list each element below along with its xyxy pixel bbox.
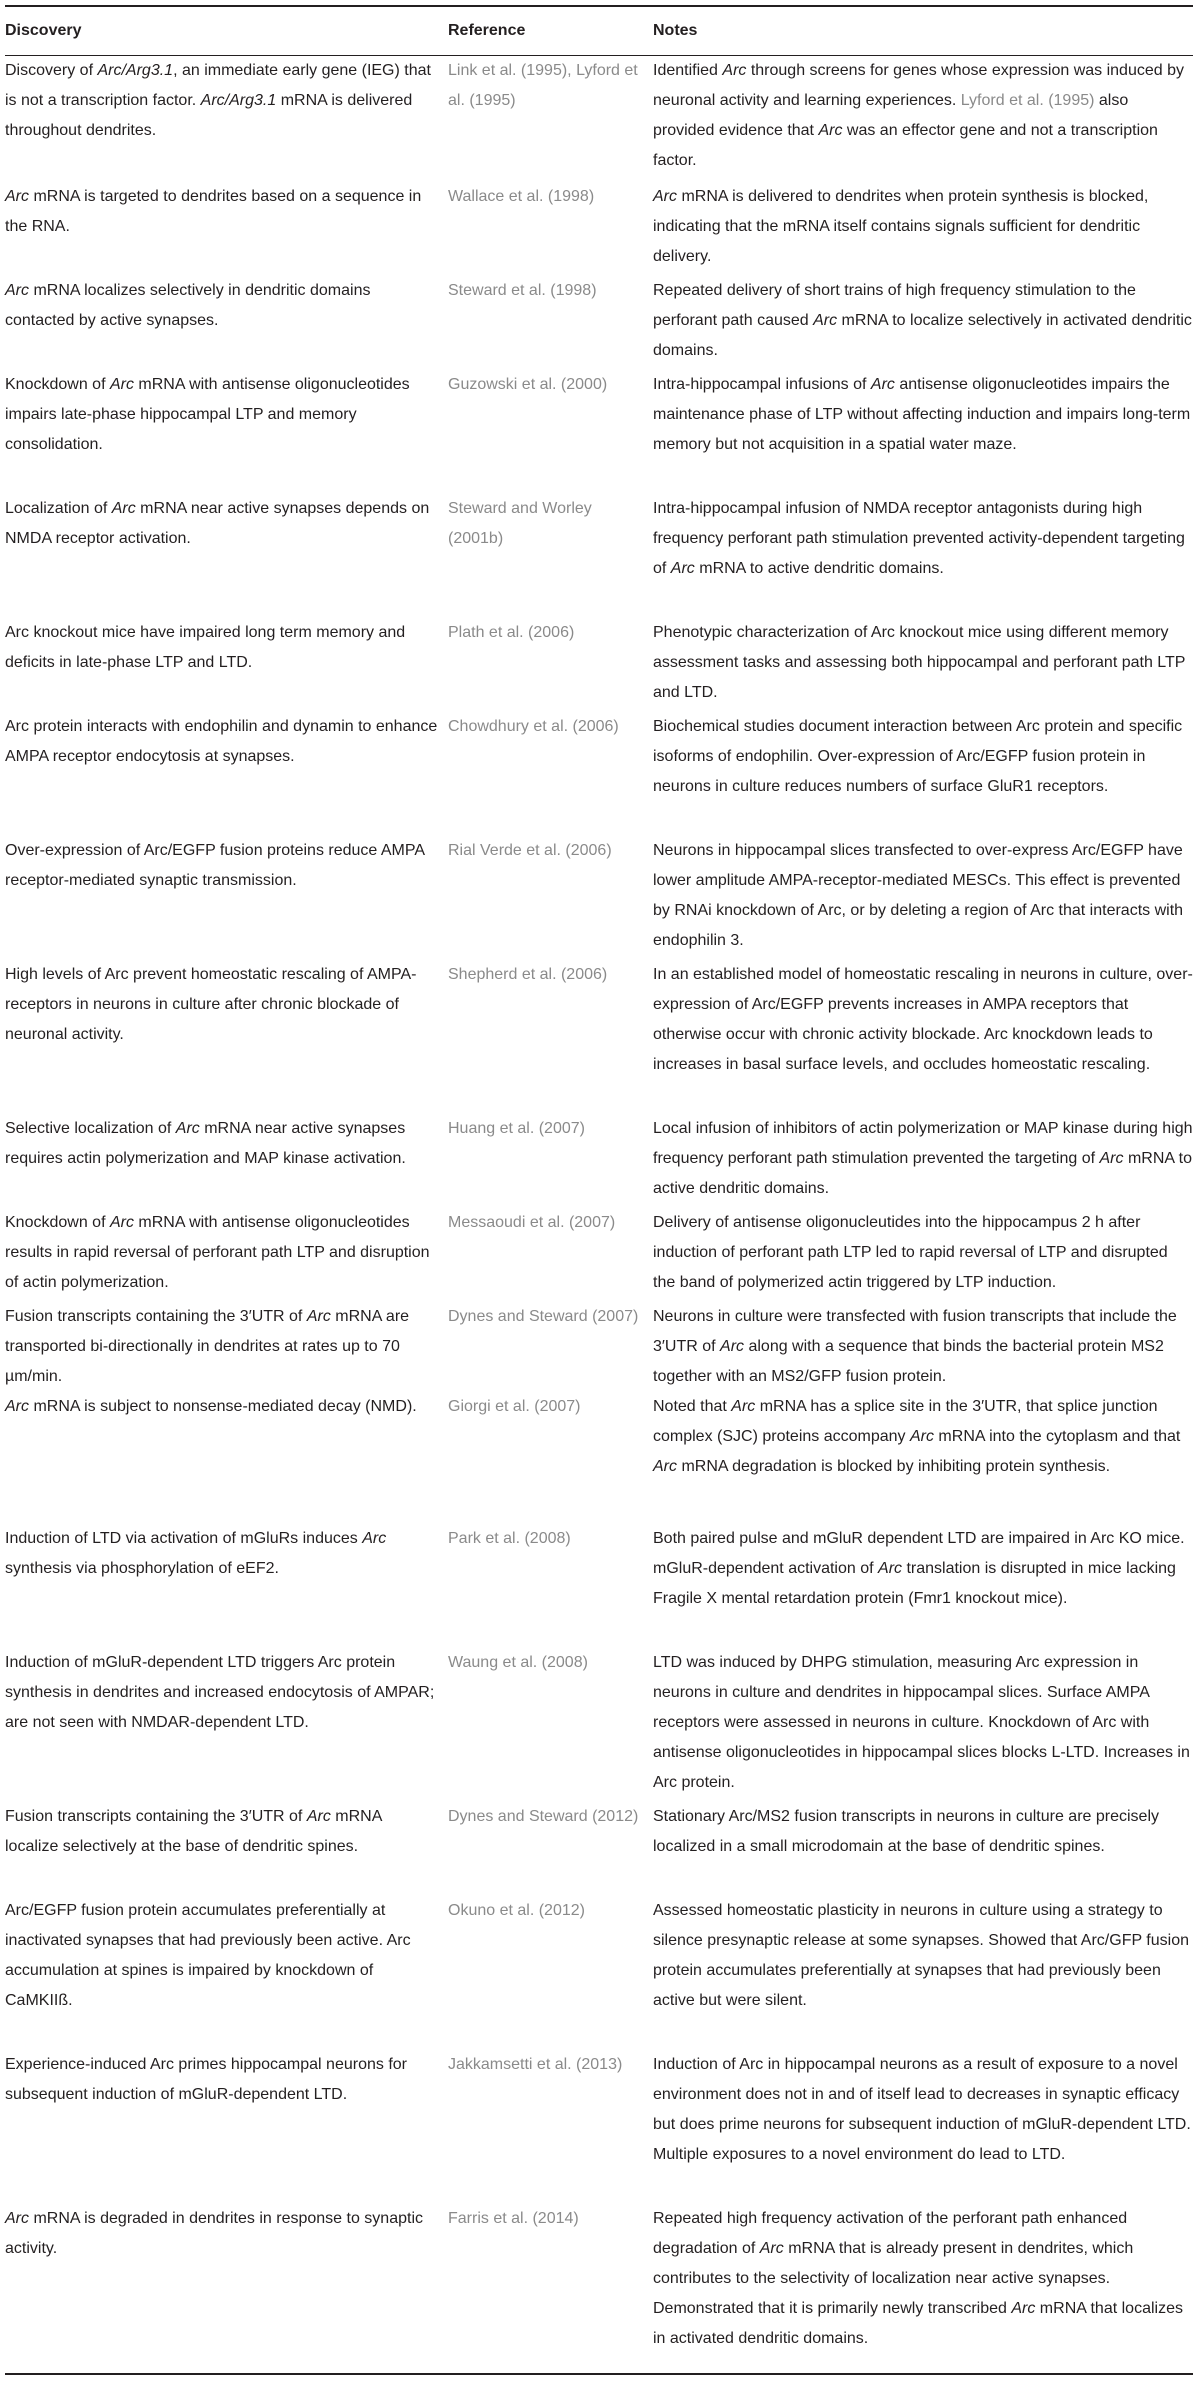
reference-cell [448,1648,653,1802]
text-segment: Arc [1011,2299,1036,2317]
text-segment: mRNA to active dendritic domains. [694,559,944,577]
discovery-text [5,1896,448,2016]
header-notes: Notes [653,6,1193,56]
notes-text [653,2050,1193,2170]
table-body [5,56,1193,2374]
text-segment: In an established model of homeostatic rescaling in neurons in culture, over-expression of Arc/EGFP prevents increases in AMPA receptors that otherwise occur with chronic activity blockade. Arc knockdown leads to increases in basal surface levels, and occludes homeostatic rescaling. [653,965,1193,1073]
notes-text [653,370,1193,460]
notes-text [653,1302,1193,1392]
notes-text [653,1208,1193,1298]
text-segment: was an effector gene and not a transcription factor. [653,122,1158,169]
text-segment: Arc [653,187,677,205]
text-segment: Neurons in hippocampal slices transfected to over-express Arc/EGFP have lower amplitude AMPA-receptor-mediated MESCs. This effect is prevented by RNAi knockdown of Arc, or by deleting a region of Arc that interacts with endophilin 3. [653,841,1184,949]
text-segment: Arc [175,1119,200,1137]
discovery-text [5,1208,448,1298]
discovery-text [5,370,448,460]
discovery-text [5,1392,448,1422]
discovery-text [5,494,448,554]
notes-text [653,494,1193,584]
text-segment: Arc [870,375,895,393]
notes-cell [653,1302,1193,1392]
text-segment: Arc [109,375,134,393]
text-segment: mRNA that is already present in dendrites, which contributes to the selectivity of localization near active synapses. Demonstrated that it is primarily newly transcribed [653,2239,1134,2317]
text-segment: Arc [111,499,136,517]
reference-link[interactable]: Shepherd et al. (2006) [448,965,608,983]
text-segment: antisense oligonucleotides impairs the maintenance phase of LTP without affecting induction and impairs long-term memory but not acquisition in a spatial water maze. [653,375,1191,453]
text-segment: mRNA is subject to nonsense-mediated decay (NMD). [29,1397,417,1415]
discovery-text [5,2050,448,2110]
discovery-cell [5,56,448,182]
discovery-cell [5,494,448,618]
header-row [5,6,1193,56]
text-segment: Assessed homeostatic plasticity in neurons in culture using a strategy to silence presynaptic release at some synapses. Showed that Arc/GFP fusion protein accumulates preferentially at synapses that had previously been active but were silent. [653,1901,1189,2009]
text-segment: Induction of LTD via activation of mGluRs induces [5,1529,363,1547]
reference-cell [448,494,653,618]
text-segment: mRNA localize selectively at the base of dendritic spines. [5,1807,382,1855]
table-row [5,370,1193,494]
table-row [5,182,1193,276]
notes-cell [653,618,1193,712]
reference-link[interactable]: Guzowski et al. (2000) [448,375,608,393]
reference-cell [448,2204,653,2374]
notes-text [653,1648,1193,1798]
discovery-cell [5,1648,448,1802]
notes-cell [653,1648,1193,1802]
text-segment: Fusion transcripts containing the 3′UTR of [5,1307,307,1325]
notes-cell [653,494,1193,618]
discovery-text [5,56,448,146]
text-segment: synthesis via phosphorylation of eEF2. [5,1559,279,1577]
text-segment: mRNA with antisense oligonucleotides impairs late-phase hippocampal LTP and memory consolidation. [5,375,410,453]
discovery-text [5,712,448,772]
text-segment: Induction of mGluR-dependent LTD triggers Arc protein synthesis in dendrites and increased endocytosis of AMPAR; are not seen with NMDAR-dependent LTD. [5,1653,435,1731]
notes-text [653,618,1193,708]
discovery-cell [5,1392,448,1524]
discovery-text [5,1802,448,1862]
text-segment: Arc [722,62,747,79]
text-segment: Fusion transcripts containing the 3′UTR of [5,1807,307,1825]
discovery-table [5,5,1193,2375]
notes-text [653,1114,1193,1204]
reference-cell [448,1208,653,1302]
reference-link[interactable]: Dynes and Steward (2007) [448,1307,639,1325]
discovery-cell [5,1208,448,1302]
notes-text [653,56,1193,176]
text-segment: Intra-hippocampal infusion of NMDA receptor antagonists during high frequency perforant path stimulation prevented activity-dependent targeting of [653,499,1185,577]
reference-link[interactable]: Giorgi et al. (2007) [448,1397,581,1415]
header-discovery: Discovery [5,6,448,56]
table-row [5,1114,1193,1208]
text-segment: mRNA near active synapses requires actin polymerization and MAP kinase activation. [5,1119,406,1167]
discovery-cell [5,618,448,712]
text-segment: also provided evidence that [653,92,1129,139]
discovery-text [5,618,448,678]
notes-text [653,1392,1193,1482]
discovery-text [5,1648,448,1738]
discovery-cell [5,370,448,494]
reference-link[interactable]: Chowdhury et al. (2006) [448,717,619,735]
reference-link[interactable]: Link et al. (1995), Lyford et al. (1995) [448,62,638,109]
reference-cell [448,1802,653,1896]
notes-text [653,1524,1193,1614]
reference-cell [448,618,653,712]
text-segment: mRNA is targeted to dendrites based on a sequence in the RNA. [5,187,422,235]
text-segment: Over-expression of Arc/EGFP fusion proteins reduce AMPA receptor-mediated synaptic transmission. [5,841,425,889]
reference-link[interactable]: Farris et al. (2014) [448,2209,579,2227]
notes-cell [653,1802,1193,1896]
text-segment: Neurons in culture were transfected with fusion transcripts that include the 3′UTR of [653,1307,1177,1355]
table-header [5,6,1193,56]
text-segment: Induction of Arc in hippocampal neurons as a result of exposure to a novel environment does not in and of itself lead to decreases in synaptic efficacy but does prime neurons for subsequent induction of mGluR-dependent LTD. Multiple exposures to a novel environment do lead to LTD. [653,2055,1191,2163]
text-segment: Arc [1099,1149,1124,1167]
notes-cell [653,836,1193,960]
discovery-cell [5,276,448,370]
text-segment: LTD was induced by DHPG stimulation, measuring Arc expression in neurons in culture and dendrites in hippocampal slices. Surface AMPA receptors were assessed in neurons in culture. Knockdown of Arc with antisense oligonucleotides in hippocampal slices blocks L-LTD. Increases in Arc protein. [653,1653,1190,1791]
reference-cell [448,370,653,494]
text-segment: mRNA are transported bi-directionally in dendrites at rates up to 70 µm/min. [5,1307,410,1385]
table-row [5,56,1193,182]
text-segment: Arc [109,1213,134,1231]
reference-cell [448,1114,653,1208]
notes-cell [653,182,1193,276]
reference-cell [448,2050,653,2204]
text-segment: mRNA near active synapses depends on NMDA receptor activation. [5,499,430,547]
notes-text [653,836,1193,956]
text-segment: mRNA to active dendritic domains. [653,1149,1192,1197]
text-segment: Discovery of [5,62,98,79]
notes-cell [653,2204,1193,2374]
notes-cell [653,1896,1193,2050]
discovery-cell [5,1302,448,1392]
text-segment: High levels of Arc prevent homeostatic rescaling of AMPA-receptors in neurons in culture after chronic blockade of neuronal activity. [5,965,417,1043]
notes-text [653,182,1193,272]
reference-cell [448,1896,653,2050]
reference-cell [448,276,653,370]
text-segment: Arc [813,311,838,329]
table-row [5,1302,1193,1392]
reference-link[interactable]: Messaoudi et al. (2007) [448,1213,616,1231]
text-segment: Biochemical studies document interaction between Arc protein and specific isoforms of endophilin. Over-expression of Arc/EGFP fusion protein in neurons in culture reduces numbers of surface GluR1 receptors. [653,717,1183,795]
text-segment: Arc [818,122,843,139]
text-segment: along with a sequence that binds the bacterial protein MS2 together with an MS2/GFP fusion protein. [653,1337,1164,1385]
reference-cell [448,1392,653,1524]
text-segment: Delivery of antisense oligonucleutides into the hippocampus 2 h after induction of perforant path LTP led to rapid reversal of LTP and disrupted the band of polymerized actin triggered by LTP induction. [653,1213,1168,1291]
text-segment: Arc/EGFP fusion protein accumulates preferentially at inactivated synapses that had previously been active. Arc accumulation at spines is impaired by knockdown of CaMKIIß. [5,1901,411,2009]
reference-cell [448,56,653,182]
text-segment: mRNA into the cytoplasm and that [933,1427,1181,1445]
reference-cell [448,836,653,960]
text-segment: Noted that [653,1397,732,1415]
reference-cell [448,1302,653,1392]
text-segment: Phenotypic characterization of Arc knockout mice using different memory assessment tasks and assessing both hippocampal and perforant path LTP and LTD. [653,623,1186,701]
text-segment: Arc [306,1307,331,1325]
text-segment: Stationary Arc/MS2 fusion transcripts in neurons in culture are precisely localized in a small microdomain at the base of dendritic spines. [653,1807,1160,1855]
notes-cell [653,56,1193,182]
text-segment: translation is disrupted in mice lacking Fragile X mental retardation protein (Fmr1 knockout mice). [653,1559,1176,1607]
notes-cell [653,1392,1193,1524]
notes-cell [653,960,1193,1114]
discovery-text [5,182,448,242]
text-segment: mRNA is delivered to dendrites when protein synthesis is blocked, indicating that the mRNA itself contains signals sufficient for dendritic delivery. [653,187,1149,265]
text-segment: Arc [720,1337,745,1355]
reference-link[interactable]: Wallace et al. (1998) [448,187,595,205]
text-segment: Arc [5,281,29,299]
notes-cell [653,1208,1193,1302]
text-segment: mRNA localizes selectively in dendritic domains contacted by active synapses. [5,281,371,329]
reference-link[interactable]: Steward and Worley (2001b) [448,499,592,547]
text-segment: Arc knockout mice have impaired long term memory and deficits in late-phase LTP and LTD. [5,623,406,671]
text-segment: mRNA with antisense oligonucleotides results in rapid reversal of perforant path LTP and disruption of actin polymerization. [5,1213,430,1291]
table-row [5,1648,1193,1802]
notes-text [653,960,1193,1080]
text-segment: Knockdown of [5,375,110,393]
table-row [5,2204,1193,2374]
notes-text [653,1802,1193,1862]
text-segment: Arc [731,1397,756,1415]
text-segment: Repeated high frequency activation of the perforant path enhanced degradation of [653,2209,1128,2257]
text-segment: Arc [653,1457,677,1475]
text-segment: mRNA degradation is blocked by inhibiting protein synthesis. [677,1457,1111,1475]
citation-text: Lyford et al. (1995) [960,92,1095,109]
reference-link[interactable]: Plath et al. (2006) [448,623,575,641]
text-segment: , an immediate early gene (IEG) that is not a transcription factor. [5,62,431,109]
discovery-cell [5,2204,448,2374]
reference-link[interactable]: Waung et al. (2008) [448,1653,588,1671]
text-segment: Arc/Arg3.1 [200,92,277,109]
text-segment: Repeated delivery of short trains of high frequency stimulation to the perforant path caused [653,281,1136,329]
reference-link[interactable]: Jakkamsetti et al. (2013) [448,2055,623,2073]
text-segment: Arc [5,2209,29,2227]
reference-cell [448,1524,653,1648]
text-segment: mRNA is degraded in dendrites in response to synaptic activity. [5,2209,423,2257]
table-row [5,1524,1193,1648]
discovery-cell [5,960,448,1114]
header-reference: Reference [448,6,653,56]
text-segment: Arc [878,1559,903,1577]
text-segment: mRNA that localizes in activated dendritic domains. [653,2299,1183,2347]
reference-link[interactable]: Park et al. (2008) [448,1529,571,1547]
text-segment: Arc [759,2239,784,2257]
text-segment: Both paired pulse and mGluR dependent LTD are impaired in Arc KO mice. mGluR-dependent activation of [653,1529,1185,1577]
discovery-text [5,2204,448,2264]
discovery-text [5,1302,448,1392]
discovery-cell [5,1896,448,2050]
table-row [5,836,1193,960]
text-segment: Arc [5,1397,29,1415]
discovery-text [5,960,448,1050]
table-row [5,960,1193,1114]
reference-cell [448,960,653,1114]
notes-text [653,276,1193,366]
text-segment: Arc protein interacts with endophilin and dynamin to enhance AMPA receptor endocytosis at synapses. [5,717,438,765]
text-segment: mRNA to localize selectively in activated dendritic domains. [653,311,1192,359]
discovery-cell [5,836,448,960]
table-row [5,1208,1193,1302]
reference-cell [448,182,653,276]
notes-text [653,712,1193,802]
text-segment: Intra-hippocampal infusions of [653,375,871,393]
notes-text [653,1896,1193,2016]
discovery-cell [5,1802,448,1896]
notes-cell [653,370,1193,494]
notes-cell [653,276,1193,370]
notes-cell [653,712,1193,836]
table-row [5,2050,1193,2204]
reference-link[interactable]: Rial Verde et al. (2006) [448,841,612,859]
text-segment: Knockdown of [5,1213,110,1231]
discovery-cell [5,2050,448,2204]
table-row [5,1896,1193,2050]
text-segment: Local infusion of inhibitors of actin polymerization or MAP kinase during high frequency perforant path stimulation prevented the targeting of [653,1119,1193,1167]
discovery-cell [5,712,448,836]
table-row [5,494,1193,618]
discovery-text [5,1114,448,1174]
discovery-text [5,1524,448,1584]
reference-link[interactable]: Dynes and Steward (2012) [448,1807,639,1825]
reference-link[interactable]: Huang et al. (2007) [448,1119,585,1137]
notes-cell [653,1114,1193,1208]
text-segment: Localization of [5,499,112,517]
text-segment: Arc [362,1529,387,1547]
discovery-cell [5,1524,448,1648]
table-row [5,712,1193,836]
discovery-text [5,836,448,896]
text-segment: Arc [909,1427,934,1445]
text-segment: Arc [306,1807,331,1825]
text-segment: Identified [653,62,723,79]
text-segment: Arc [5,187,29,205]
discovery-cell [5,1114,448,1208]
text-segment: Arc/Arg3.1 [97,62,174,79]
reference-cell [448,712,653,836]
text-segment: Experience-induced Arc primes hippocampal neurons for subsequent induction of mGluR-dependent LTD. [5,2055,407,2103]
discovery-cell [5,182,448,276]
notes-cell [653,2050,1193,2204]
text-segment: Selective localization of [5,1119,176,1137]
table-row [5,1802,1193,1896]
text-segment: Arc [670,559,695,577]
table-row [5,276,1193,370]
table-row [5,618,1193,712]
notes-text [653,2204,1193,2354]
reference-link[interactable]: Okuno et al. (2012) [448,1901,585,1919]
text-segment: through screens for genes whose expression was induced by neuronal activity and learning experiences. [653,62,1184,109]
notes-cell [653,1524,1193,1648]
reference-link[interactable]: Steward et al. (1998) [448,281,597,299]
discovery-text [5,276,448,336]
text-segment: mRNA is delivered throughout dendrites. [5,92,413,139]
table-row [5,1392,1193,1524]
text-segment: mRNA has a splice site in the 3′UTR, that splice junction complex (SJC) proteins accompany [653,1397,1158,1445]
